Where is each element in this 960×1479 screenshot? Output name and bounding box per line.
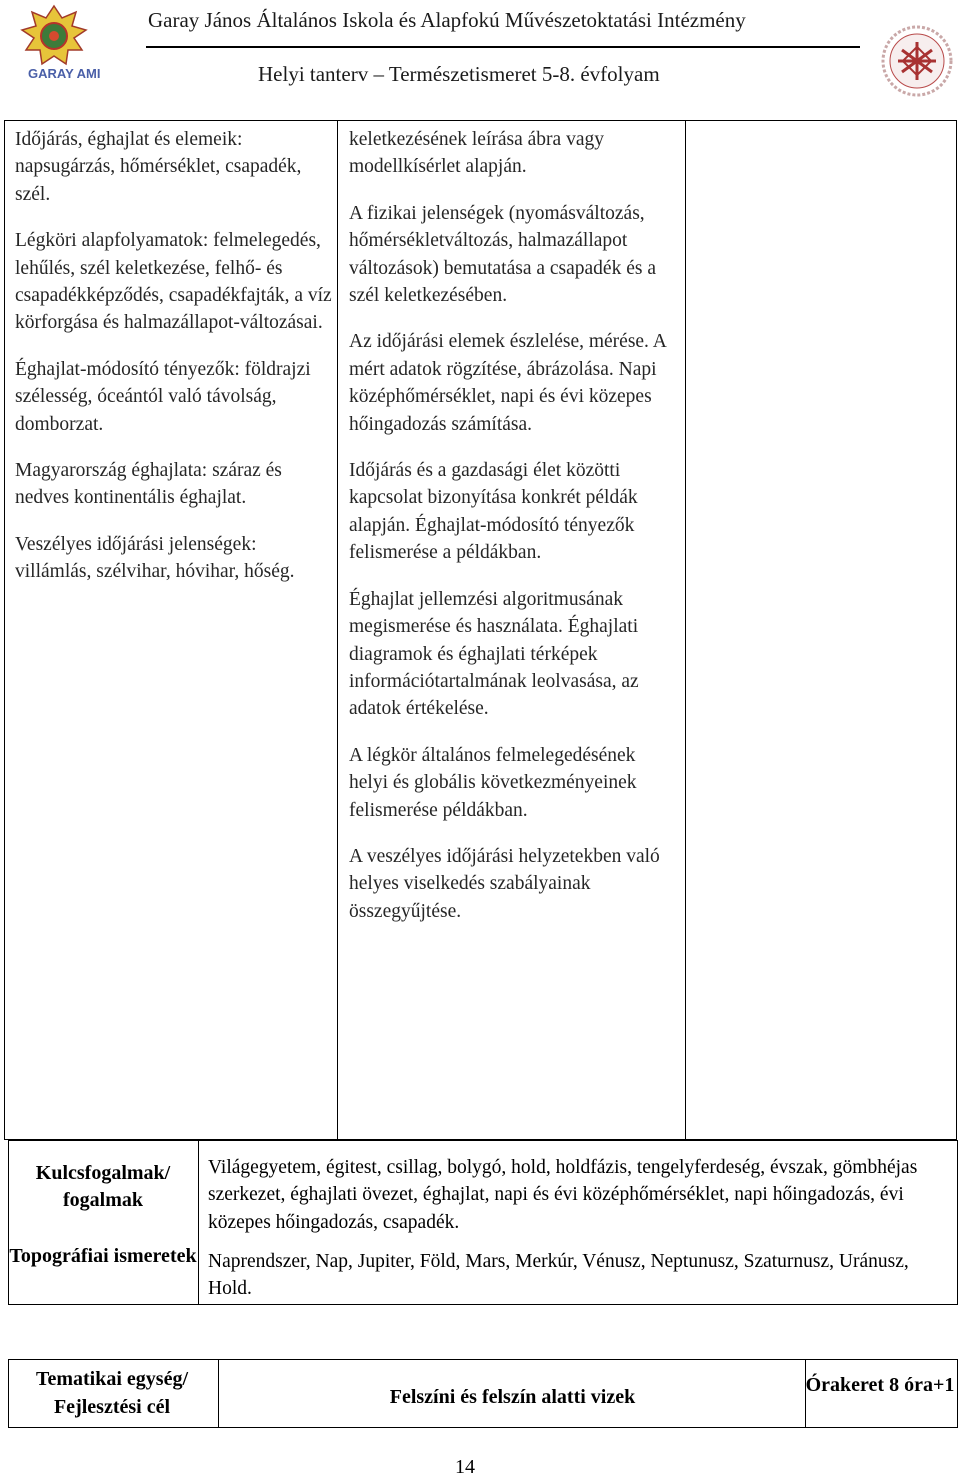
table-divider <box>337 120 338 1140</box>
table-border <box>8 1427 958 1428</box>
activity-paragraph: keletkezésének leírása ábra vagy modellkísérlet alapján. <box>349 129 604 178</box>
thematic-unit-label: Tematikai egység/ Fejlesztési cél <box>35 1368 189 1418</box>
table-border <box>8 1304 958 1305</box>
key-concepts-text: Világegyetem, égitest, csillag, bolygó, hold, holdfázis, tengelyferdeség, évszak, gömbhéjas szerkezet, éghajlati övezet, éghajlat, napi és évi középhőmérséklet, napi hőingadozás, évi közepes hőingadozás, csapadék. <box>208 1157 918 1233</box>
emblem-logo-icon <box>880 24 954 98</box>
school-logo-icon <box>12 4 108 84</box>
activity-paragraph: A fizikai jelenségek (nyomásváltozás, hőmérsékletváltozás, halmazállapot változások) bemutatása a csapadék és a szél keletkezésében. <box>349 202 656 307</box>
topic-paragraph: Magyarország éghajlata: száraz és nedves kontinentális éghajlat. <box>15 460 282 509</box>
table-divider <box>218 1359 219 1427</box>
topic-paragraph: Veszélyes időjárási jelenségek: villámlás, szélvihar, hóvihar, hőség. <box>15 533 295 583</box>
content-column-topics <box>15 126 333 605</box>
topic-paragraph: Légköri alapfolyamatok: felmelegedés, lehűlés, szél keletkezése, felhő- és csapadékképződés, csapadékfajták, a víz körforgása és halmazállapot-változásai. <box>15 230 332 334</box>
content-column-activities <box>349 126 679 944</box>
thematic-unit-title: Felszíni és felszín alatti vizek <box>389 1386 636 1408</box>
activity-paragraph: A veszélyes időjárási helyzetekben való helyes viselkedés szabályainak összegyűjtése. <box>349 845 660 922</box>
table-border <box>957 1140 958 1304</box>
header-divider <box>146 46 860 48</box>
topography-text: Naprendszer, Nap, Jupiter, Föld, Mars, Merkúr, Vénusz, Neptunusz, Szaturnusz, Uránusz, Hold. <box>208 1251 909 1300</box>
table-border <box>8 1140 958 1141</box>
hours-frame: Órakeret 8 óra+1 <box>805 1374 955 1396</box>
activity-paragraph: Időjárás és a gazdasági élet közötti kapcsolat bizonyítása konkrét példák alapján. Éghajlat-módosító tényezők felismerése a példákban. <box>349 460 638 564</box>
institution-title: Garay János Általános Iskola és Alapfokú Művészetoktatási Intézmény <box>148 8 746 32</box>
key-concepts-label: Kulcsfogalmak/ fogalmak <box>35 1162 171 1211</box>
table-border <box>8 1359 958 1360</box>
page-number: 14 <box>455 1456 475 1478</box>
topography-label: Topográfiai ismeretek <box>9 1245 197 1267</box>
topic-paragraph: Éghajlat-módosító tényezők: földrajzi szélesség, óceántól való távolság, domborzat. <box>15 358 311 435</box>
table-divider <box>685 120 686 1140</box>
table-border <box>957 1359 958 1427</box>
curriculum-subtitle: Helyi tanterv – Természetismeret 5-8. évfolyam <box>258 62 660 86</box>
topic-paragraph: Időjárás, éghajlat és elemeik: napsugárzás, hőmérséklet, csapadék, szél. <box>15 129 302 205</box>
activity-paragraph: Éghajlat jellemzési algoritmusának megismerése és használata. Éghajlati diagramok és éghajlati térképek információtartalmának leolvasása, az adatok értékelése. <box>349 588 639 720</box>
activity-paragraph: A légkör általános felmelegedésének helyi és globális következményeinek felismerése példákban. <box>349 744 637 821</box>
logo-text: GARAY AMI <box>28 66 101 81</box>
table-divider <box>198 1140 199 1304</box>
activity-paragraph: Az időjárási elemek észlelése, mérése. A mért adatok rögzítése, ábrázolása. Napi középhőmérséklet, napi és évi közepes hőingadozás számítása. <box>349 331 666 435</box>
